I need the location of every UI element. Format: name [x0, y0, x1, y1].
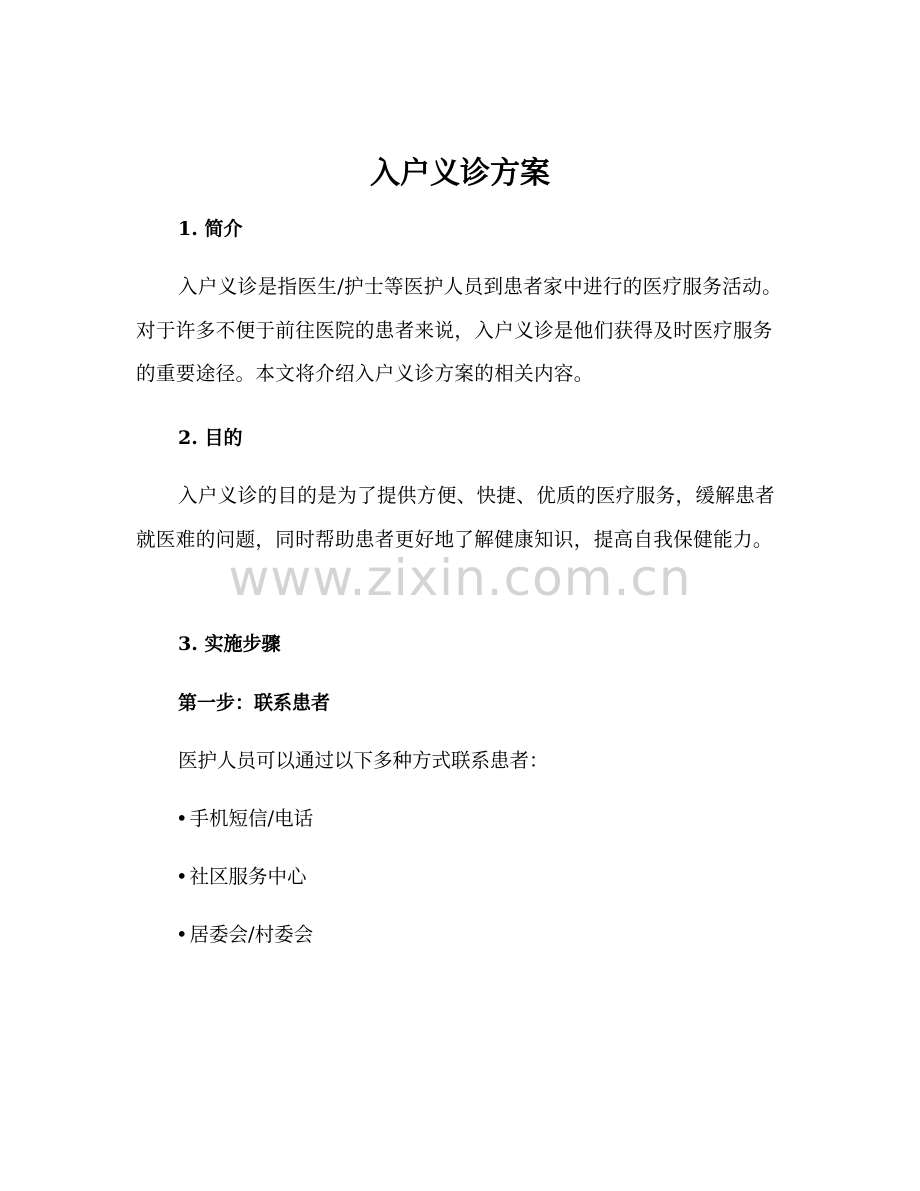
- list-item: [176, 921, 313, 949]
- watermark: www.zixin.com.cn: [228, 549, 692, 607]
- section-heading-steps: 3. 实施步骤: [178, 633, 281, 655]
- step-one-subheading: 第一步：联系患者: [178, 692, 331, 714]
- section-paragraph-intro: 入户义诊是指医生/护士等医护人员到患者家中进行的医疗服务活动。对于许多不便于前往医院的患者来说，入户义诊是他们获得及时医疗服务的重要途径。本文将介绍入户义诊方案的相关内容。: [136, 275, 782, 385]
- list-item-text: 社区服务中心: [189, 865, 307, 888]
- section-paragraph-purpose: 入户义诊的目的是为了提供方便、快捷、优质的医疗服务，缓解患者就医难的问题，同时帮助患者更好地了解健康知识，提高自我保健能力。: [136, 484, 776, 551]
- bullet-icon: •: [176, 807, 188, 830]
- section-heading-purpose: 2. 目的: [178, 427, 243, 449]
- contact-methods-intro: 医护人员可以通过以下多种方式联系患者：: [178, 749, 549, 772]
- document-title: 入户义诊方案: [370, 156, 550, 191]
- bullet-icon: •: [176, 865, 188, 888]
- list-item-text: 居委会/村委会: [189, 923, 314, 946]
- bullet-icon: •: [176, 923, 188, 946]
- list-item: [176, 805, 313, 833]
- list-item-text: 手机短信/电话: [189, 807, 314, 830]
- section-heading-intro: 1. 简介: [178, 218, 243, 240]
- list-item: [176, 863, 307, 891]
